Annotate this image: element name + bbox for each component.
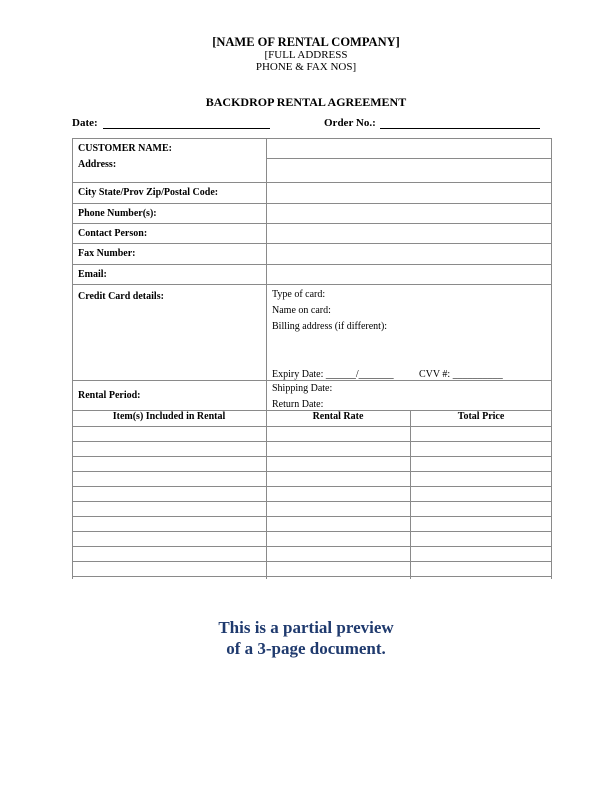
table-row[interactable] bbox=[72, 441, 552, 442]
return-date-label: Return Date: bbox=[272, 399, 324, 410]
customer-name-row bbox=[72, 138, 552, 170]
order-number-label: Order No.: bbox=[324, 117, 376, 129]
preview-notice-line1: This is a partial preview bbox=[218, 618, 394, 637]
cvv-label: CVV #: __________ bbox=[419, 369, 503, 380]
table-row[interactable] bbox=[72, 456, 552, 457]
table-row[interactable] bbox=[72, 486, 552, 487]
items-column-header: Item(s) Included in Rental bbox=[112, 411, 226, 422]
company-address: [FULL ADDRESS bbox=[264, 49, 348, 61]
table-row[interactable] bbox=[72, 471, 552, 472]
form-right-border bbox=[551, 138, 552, 579]
phone-row bbox=[72, 203, 552, 219]
items-table-header bbox=[72, 410, 552, 422]
credit-card-row bbox=[72, 284, 552, 380]
date-label: Date: bbox=[72, 117, 98, 129]
rental-period-row bbox=[72, 380, 552, 410]
preview-notice bbox=[0, 617, 612, 659]
customer-name-label: CUSTOMER NAME: bbox=[78, 143, 172, 154]
form-left-border bbox=[72, 138, 73, 579]
billing-address-label: Billing address (if different): bbox=[272, 321, 388, 332]
rental-period-label: Rental Period: bbox=[78, 390, 141, 401]
contact-person-label: Contact Person: bbox=[78, 228, 148, 239]
expiry-date-label: Expiry Date: ______/_______ bbox=[272, 369, 394, 380]
table-row[interactable] bbox=[72, 531, 552, 532]
table-row[interactable] bbox=[72, 546, 552, 547]
city-state-zip-label: City State/Prov Zip/Postal Code: bbox=[78, 187, 219, 198]
total-price-column-header: Total Price bbox=[457, 411, 505, 422]
email-row bbox=[72, 264, 552, 280]
table-column-divider bbox=[410, 410, 411, 579]
company-name: [NAME OF RENTAL COMPANY] bbox=[212, 35, 400, 49]
contact-person-row bbox=[72, 223, 552, 239]
table-row[interactable] bbox=[72, 501, 552, 502]
credit-card-label: Credit Card details: bbox=[78, 291, 164, 302]
table-row[interactable] bbox=[72, 426, 552, 427]
table-row[interactable] bbox=[72, 576, 552, 577]
email-label: Email: bbox=[78, 269, 107, 280]
name-on-card-label: Name on card: bbox=[272, 305, 331, 316]
table-row[interactable] bbox=[72, 561, 552, 562]
city-state-zip-row bbox=[72, 182, 552, 198]
table-row[interactable] bbox=[72, 516, 552, 517]
customer-name-divider bbox=[266, 158, 552, 159]
rental-rate-column-header: Rental Rate bbox=[312, 411, 364, 422]
date-field[interactable] bbox=[103, 128, 270, 129]
type-of-card-label: Type of card: bbox=[272, 289, 326, 300]
address-label: Address: bbox=[78, 159, 117, 170]
shipping-date-label: Shipping Date: bbox=[272, 383, 333, 394]
phone-label: Phone Number(s): bbox=[78, 208, 157, 219]
order-number-field[interactable] bbox=[380, 128, 540, 129]
fax-label: Fax Number: bbox=[78, 248, 136, 259]
fax-row bbox=[72, 243, 552, 259]
company-contact: PHONE & FAX NOS] bbox=[255, 61, 357, 73]
form-column-divider bbox=[266, 138, 267, 579]
document-title: BACKDROP RENTAL AGREEMENT bbox=[205, 95, 407, 109]
preview-notice-line2: of a 3-page document. bbox=[226, 639, 386, 658]
